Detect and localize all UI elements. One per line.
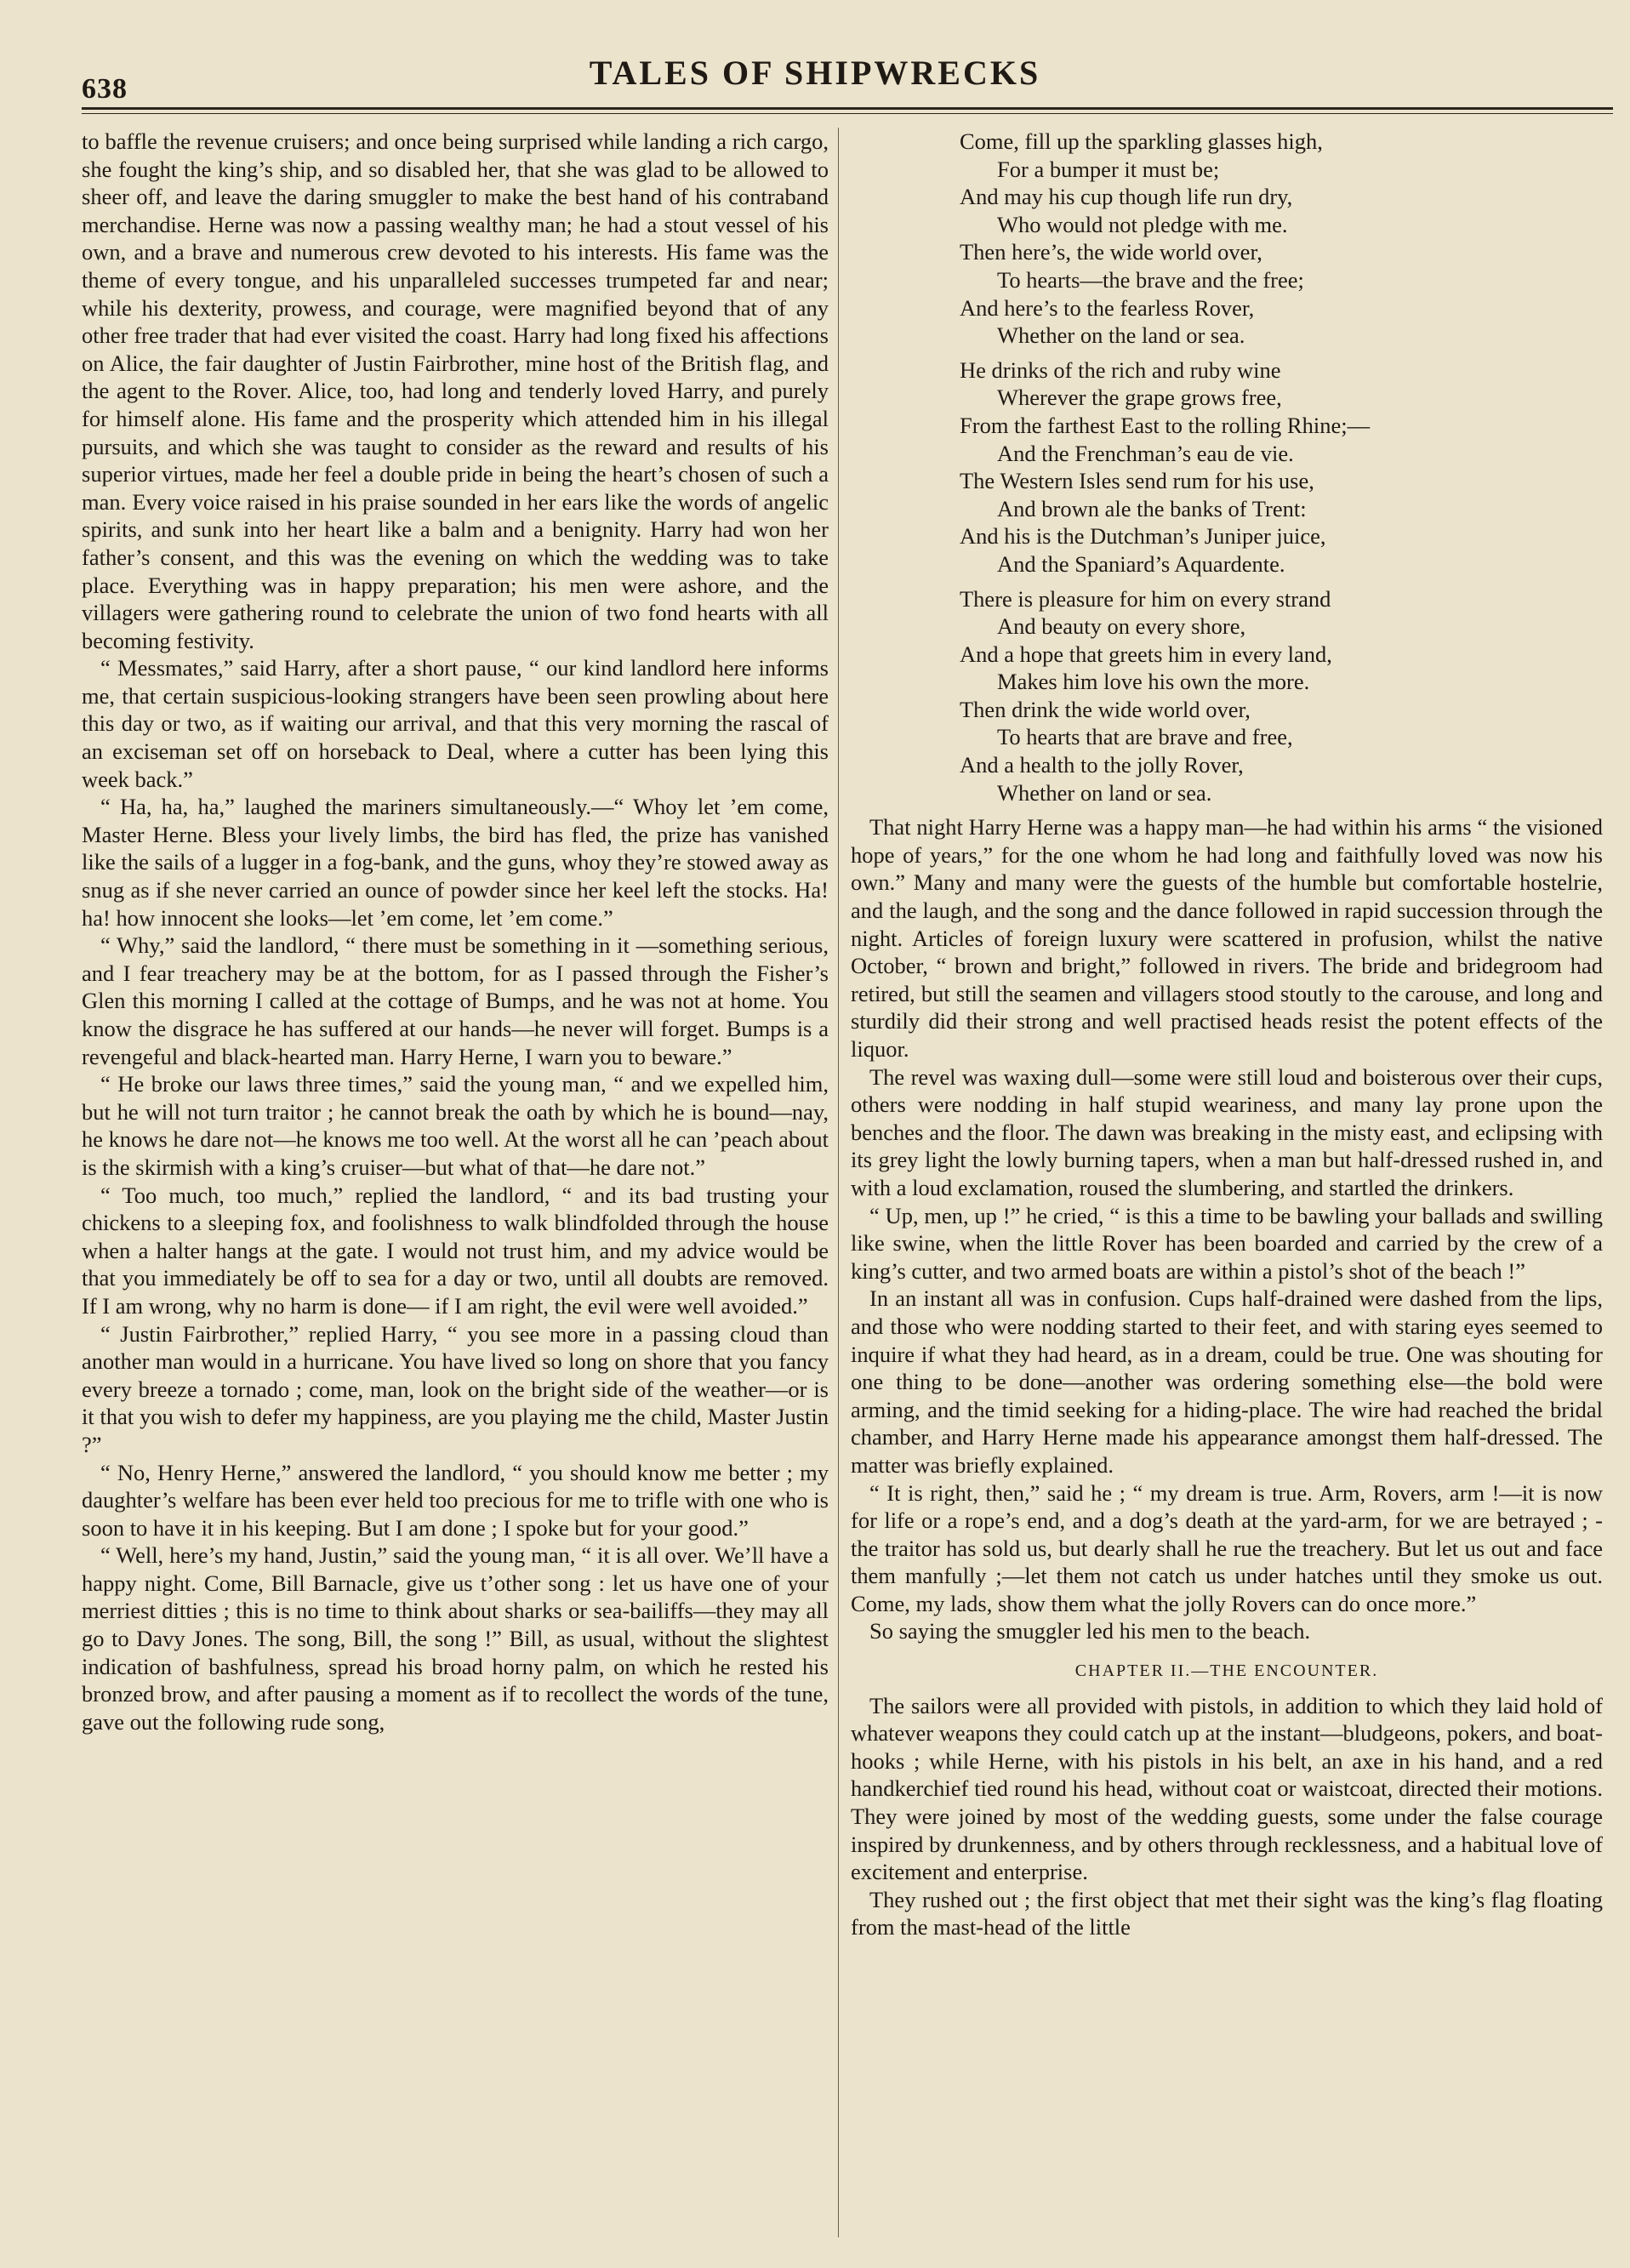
page-number: 638 <box>82 73 128 105</box>
paragraph: “ No, Henry Herne,” answered the landlord, “ you should know me better ; my daughter’s welfare has been ever held too precious for me to trifle with one who is soon to have it in his keeping. But I am done ; I spoke but for your good.” <box>82 1459 829 1541</box>
paragraph: So saying the smuggler led his men to the beach. <box>869 1618 1311 1644</box>
song-line: For a bumper it must be; <box>997 156 1220 182</box>
song-stanza <box>851 585 1603 807</box>
paragraph: “ It is right, then,” said he ; “ my dream is true. Arm, Rovers, arm !—it is now for life or a rope’s end, and a dog’s death at the yard-arm, for we are betrayed ; - the traitor has sold us, but dearly shall he rue the treachery. But let us out and face them manfully ;—let them not catch us under hatches until they smoke us out. Come, my lads, show them what the jolly Rovers can do once more.” <box>851 1479 1603 1616</box>
paragraph: “ Justin Fairbrother,” replied Harry, “ you see more in a passing cloud than another man would in a hurricane. You have lived so long on shore that you fancy every breeze a tornado ; come, man, look on the bright side of the weather—or is it that you wish to defer my happiness, are you playing me the child, Master Justin ?” <box>82 1320 829 1457</box>
paragraph: In an instant all was in confusion. Cups half-drained were dashed from the lips, and those who were nodding started to their feet, and with staring eyes seemed to inquire if what they had heard, as in a dream, could be true. One was shouting for one thing to be done—another was ordering something else—the bold were arming, and the timid seeking for a hiding-place. The wire had reached the bridal chamber, and Harry Herne made his appearance amongst them half-dressed. The matter was briefly explained. <box>851 1285 1603 1478</box>
paragraph: “ Messmates,” said Harry, after a short pause, “ our kind landlord here informs me, that certain suspicious-looking strangers have been seen prowling about here this day or two, as if waiting our arrival, and that this very morning the rascal of an exciseman set off on horseback to Deal, where a cutter has been lying this week back.” <box>82 655 829 792</box>
song-line: And may his cup though life run dry, <box>960 184 1293 210</box>
song-line: And a hope that greets him in every land, <box>960 641 1332 667</box>
song-line: To hearts that are brave and free, <box>997 724 1293 750</box>
left-column <box>82 128 829 2254</box>
paragraph: That night Harry Herne was a happy man—he had within his arms “ the visioned hope of years,” for the one whom he had long and faithfully loved was now his own.” Many and many were the guests of the humble but comfortable hostelrie, and the laugh, and the song and the dance followed in rapid succession through the night. Articles of foreign luxury were scattered in profusion, whilst the native October, “ brown and bright,” followed in rivers. The bride and bridegroom had retired, but still the seamen and villagers stood stoutly to the carouse, and long and sturdily did their strong and well practised heads resist the potent effects of the liquor. <box>851 814 1603 1062</box>
paragraph: “ Why,” said the landlord, “ there must be something in it —something serious, and I fear treachery may be at the bottom, for as I passed through the Fisher’s Glen this morning I called at the cottage of Bumps, and he was not at home. You know the disgrace he has suffered at our hands—he never will forget. Bumps is a revengeful and black-hearted man. Harry Herne, I warn you to beware.” <box>82 932 829 1069</box>
song-line: And the Frenchman’s eau de vie. <box>997 440 1294 466</box>
song-line: And his is the Dutchman’s Juniper juice, <box>960 523 1326 550</box>
song-line: The Western Isles send rum for his use, <box>960 468 1314 494</box>
header-rule <box>82 107 1613 110</box>
paragraph: to baffle the revenue cruisers; and once being surprised while landing a rich cargo, she fought the king’s ship, and so disabled her, that she was glad to be allowed to sheer off, and leave the daring smuggler to make the best hand of his contraband merchandise. Herne was now a passing wealthy man; he had a stout vessel of his own, and a brave and numerous crew devoted to his interests. His fame was the theme of every tongue, and his unparalleled successes trumpeted far and near; while his dexterity, prowess, and courage, were magnified beyond that of any other free trader that had ever visited the coast. Harry had long fixed his affections on Alice, the fair daughter of Justin Fairbrother, mine host of the British flag, and the agent to the Rover. Alice, too, had long and tenderly loved Harry, and purely for himself alone. His fame and the prosperity which attended him in his illegal pursuits, and which she was taught to consider as the reward and results of his superior virtues, made her feel a double pride in being the heart’s chosen of such a man. Every voice raised in his praise sounded in her ears like the words of angelic spirits, and sunk into her heart like a balm and a benignity. Harry had won her father’s consent, and this was the evening on which the wedding was to take place. Everything was in happy preparation; his men were ashore, and the villagers were gathering round to celebrate the union of two fond hearts with all becoming festivity. <box>82 128 829 653</box>
column-divider <box>838 128 839 2237</box>
song-line: And brown ale the banks of Trent: <box>997 495 1307 521</box>
song-line: And here’s to the fearless Rover, <box>960 294 1255 321</box>
paragraph: “ Too much, too much,” replied the landlord, “ and its bad trusting your chickens to a sleeping fox, and foolishness to walk blindfolded through the house when a halter hangs at the gate. I would not trust him, and my advice would be that you immediately be off to sea for a day or two, until all doubts are removed. If I am wrong, why no harm is done— if I am right, the evil were well avoided.” <box>82 1182 829 1319</box>
paragraph: “ He broke our laws three times,” said the young man, “ and we expelled him, but he will not turn traitor ; he cannot break the oath by which he is bound—nay, he knows he dare not—he knows me too well. At the worst all he can ’peach about is the skirmish with a king’s cruiser—but what of that—he dare not.” <box>82 1071 829 1180</box>
song <box>851 128 1603 806</box>
paragraph: “ Up, men, up !” he cried, “ is this a time to be bawling your ballads and swilling like swine, when the little Rover has been boarded and carried by the crew of a king’s cutter, and two armed boats are within a pistol’s shot of the beach !” <box>851 1202 1603 1284</box>
song-line: He drinks of the rich and ruby wine <box>960 356 1281 383</box>
song-line: Then here’s, the wide world over, <box>960 239 1262 265</box>
song-line: And beauty on every shore, <box>997 613 1246 640</box>
paragraph: The sailors were all provided with pistols, in addition to which they laid hold of whatever weapons they could catch up at the instant—bludgeons, pokers, and boat-hooks ; while Herne, with his pistols in his belt, an axe in his hand, and a red handkerchief tied round his head, without coat or waistcoat, directed their motions. They were joined by most of the wedding guests, some under the false courage inspired by drunkenness, and by others through recklessness, and a habitual love of excitement and enterprise. <box>851 1692 1603 1885</box>
song-line: And the Spaniard’s Aquardente. <box>997 550 1285 577</box>
song-line: Whether on the land or sea. <box>997 322 1245 349</box>
right-column <box>851 128 1603 2254</box>
song-line: Whether on land or sea. <box>997 779 1212 806</box>
song-line: Wherever the grape grows free, <box>997 385 1282 411</box>
paragraph: “ Well, here’s my hand, Justin,” said the young man, “ it is all over. We’ll have a happy night. Come, Bill Barnacle, give us t’other song : let us have one of your merriest ditties ; this is no time to think about sharks or sea-bailiffs—they may all go to Davy Jones. The song, Bill, the song !” Bill, as usual, without the slightest indication of bashfulness, spread his broad horny palm, on which he rested his bronzed brow, and after pausing a moment as if to recollect the words of the tune, gave out the following rude song, <box>82 1542 829 1735</box>
song-line: From the farthest East to the rolling Rhine;— <box>960 412 1371 438</box>
song-line: And a health to the jolly Rover, <box>960 752 1244 778</box>
song-line: Who would not pledge with me. <box>997 211 1288 237</box>
paragraph: “ Ha, ha, ha,” laughed the mariners simultaneously.—“ Whoy let ’em come, Master Herne. Bless your lively limbs, the bird has fled, the prize has vanished like the sails of a lugger in a fog-bank, and the guns, whoy they’re stowed away as snug as if she never carried an ounce of powder since her keel left the stocks. Ha! ha! how innocent she looks—let ’em come, let ’em come.” <box>82 794 829 931</box>
song-line: There is pleasure for him on every strand <box>960 585 1331 612</box>
paragraph: They rushed out ; the first object that met their sight was the king’s flag floating from the mast-head of the little <box>851 1886 1603 1940</box>
song-line: To hearts—the brave and the free; <box>997 266 1304 293</box>
chapter-heading: CHAPTER II.—THE ENCOUNTER. <box>1074 1661 1379 1681</box>
song-line: Come, fill up the sparkling glasses high, <box>960 128 1323 154</box>
page-header <box>0 0 1630 128</box>
song-line: Then drink the wide world over, <box>960 696 1251 722</box>
running-title: TALES OF SHIPWRECKS <box>589 54 1041 92</box>
song-stanza <box>851 128 1603 350</box>
paragraph: The revel was waxing dull—some were still loud and boisterous over their cups, others were nodding in half stupid weariness, and many lay prone upon the benches and the floor. The dawn was breaking in the misty east, and eclipsing with its grey light the lowly burning tapers, when a man but half-dressed rushed in, and with a loud exclamation, roused the slumbering, and startled the drinkers. <box>851 1063 1603 1200</box>
song-stanza <box>851 356 1603 578</box>
header-rule-thin <box>82 113 1613 114</box>
song-line: Makes him love his own the more. <box>997 669 1310 695</box>
